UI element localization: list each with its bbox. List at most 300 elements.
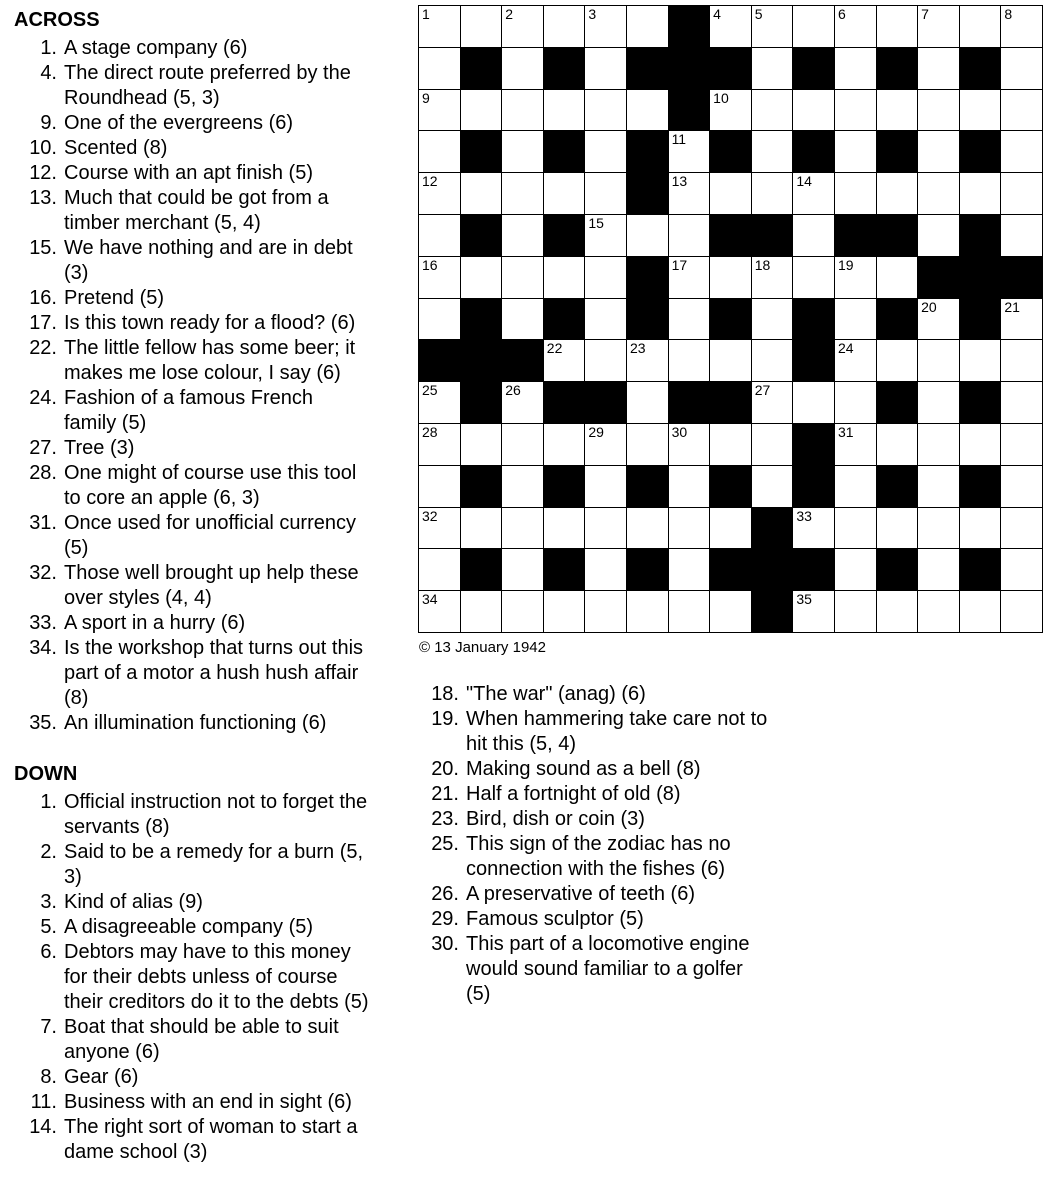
grid-cell[interactable]: [1001, 466, 1043, 508]
grid-cell[interactable]: [585, 131, 627, 173]
clue-number: 3.: [40, 891, 57, 913]
grid-cell[interactable]: [752, 131, 794, 173]
grid-cell[interactable]: [752, 48, 794, 90]
grid-cell-number: 18: [754, 256, 771, 273]
grid-cell[interactable]: [793, 508, 835, 550]
grid-cell[interactable]: [419, 382, 461, 424]
grid-cell-black: [461, 215, 503, 257]
grid-cell[interactable]: [419, 466, 461, 508]
grid-cell[interactable]: [835, 173, 877, 215]
grid-cell[interactable]: [585, 215, 627, 257]
clue-text: Fashion of a famous French family (5): [64, 387, 314, 434]
grid-cell-black: [960, 382, 1002, 424]
grid-cell[interactable]: [669, 424, 711, 466]
grid-cell[interactable]: [835, 257, 877, 299]
grid-cell[interactable]: [918, 340, 960, 382]
grid-cell-number: 22: [546, 340, 563, 357]
grid-cell[interactable]: [835, 340, 877, 382]
grid-cell-black: [1001, 257, 1043, 299]
grid-cell[interactable]: [710, 257, 752, 299]
clue-down-1: [14, 790, 412, 840]
grid-cell[interactable]: [835, 549, 877, 591]
grid-cell[interactable]: [835, 48, 877, 90]
grid-cell[interactable]: [585, 466, 627, 508]
grid-cell[interactable]: [793, 173, 835, 215]
grid-cell[interactable]: [752, 173, 794, 215]
grid-cell-number: 15: [588, 214, 604, 231]
clue-down-21: [425, 782, 837, 807]
grid-cell[interactable]: [419, 549, 461, 591]
grid-cell[interactable]: [419, 299, 461, 341]
grid-cell[interactable]: [918, 90, 960, 132]
grid-cell[interactable]: [835, 424, 877, 466]
grid-cell-black: [877, 466, 919, 508]
clue-number: 23.: [431, 808, 459, 830]
grid-cell[interactable]: [1001, 591, 1043, 633]
clue-text: Bird, dish or coin (3): [466, 808, 645, 830]
grid-cell-black: [710, 215, 752, 257]
clue-text: The direct route preferred by the Roundhead (5, 3): [64, 62, 351, 109]
clue-across-16: [14, 286, 412, 311]
clue-text: Once used for unofficial currency (5): [64, 512, 357, 559]
grid-cell[interactable]: [502, 90, 544, 132]
grid-cell[interactable]: [752, 382, 794, 424]
grid-cell[interactable]: [461, 424, 503, 466]
grid-cell[interactable]: [752, 90, 794, 132]
grid-cell[interactable]: [1001, 48, 1043, 90]
grid-cell[interactable]: [793, 382, 835, 424]
grid-cell[interactable]: [918, 508, 960, 550]
grid-cell[interactable]: [585, 299, 627, 341]
grid-cell-black: [793, 48, 835, 90]
grid-cell-number: 16: [422, 256, 438, 273]
grid-cell[interactable]: [835, 591, 877, 633]
grid-cell-black: [793, 299, 835, 341]
grid-cell-number: 27: [754, 382, 771, 399]
grid-cell[interactable]: [877, 6, 919, 48]
across-header: ACROSS: [14, 9, 100, 31]
grid-cell[interactable]: [752, 340, 794, 382]
grid-cell[interactable]: [544, 508, 586, 550]
clue-number: 35.: [29, 712, 57, 734]
clue-number: 28.: [29, 462, 57, 484]
grid-cell[interactable]: [585, 90, 627, 132]
grid-cell-black: [627, 549, 669, 591]
grid-cell-black: [419, 340, 461, 382]
grid-cell[interactable]: [419, 131, 461, 173]
clue-number: 19.: [431, 708, 459, 730]
grid-cell-number: 13: [671, 173, 688, 190]
grid-cell[interactable]: [502, 215, 544, 257]
grid-cell[interactable]: [960, 340, 1002, 382]
clue-number: 20.: [431, 758, 459, 780]
grid-cell[interactable]: [669, 215, 711, 257]
clue-number: 34.: [29, 637, 57, 659]
grid-cell-number: 28: [422, 423, 438, 440]
grid-cell[interactable]: [585, 591, 627, 633]
grid-cell[interactable]: [461, 508, 503, 550]
grid-cell-black: [710, 299, 752, 341]
grid-cell[interactable]: [502, 257, 544, 299]
grid-cell[interactable]: [502, 424, 544, 466]
clue-across-27: [14, 436, 412, 461]
crossword-grid: [418, 5, 1043, 633]
grid-cell[interactable]: [960, 591, 1002, 633]
clue-number: 15.: [29, 237, 57, 259]
grid-cell[interactable]: [918, 173, 960, 215]
grid-cell[interactable]: [627, 215, 669, 257]
grid-cell[interactable]: [710, 340, 752, 382]
clue-down-7: [14, 1015, 412, 1065]
grid-cell-black: [918, 257, 960, 299]
grid-cell[interactable]: [461, 257, 503, 299]
clue-text: The little fellow has some beer; it makes me lose colour, I say (6): [64, 337, 356, 384]
grid-cell[interactable]: [461, 173, 503, 215]
clue-text: Half a fortnight of old (8): [466, 783, 681, 805]
grid-cell[interactable]: [1001, 173, 1043, 215]
grid-cell[interactable]: [585, 340, 627, 382]
grid-cell[interactable]: [793, 591, 835, 633]
grid-cell[interactable]: [669, 340, 711, 382]
grid-cell-black: [461, 466, 503, 508]
clue-text: Those well brought up help these over styles (4, 4): [64, 562, 359, 609]
grid-cell-black: [877, 382, 919, 424]
clue-across-35: [14, 711, 412, 736]
grid-cell[interactable]: [1001, 508, 1043, 550]
grid-cell[interactable]: [1001, 6, 1043, 48]
grid-cell[interactable]: [627, 508, 669, 550]
clue-number: 29.: [431, 908, 459, 930]
grid-cell[interactable]: [877, 591, 919, 633]
grid-cell[interactable]: [627, 340, 669, 382]
grid-cell[interactable]: [877, 173, 919, 215]
grid-cell[interactable]: [419, 6, 461, 48]
grid-cell[interactable]: [835, 131, 877, 173]
grid-cell[interactable]: [669, 466, 711, 508]
grid-cell[interactable]: [752, 6, 794, 48]
grid-cell[interactable]: [669, 299, 711, 341]
clue-number: 1.: [40, 37, 57, 59]
grid-cell[interactable]: [669, 549, 711, 591]
grid-cell-black: [835, 215, 877, 257]
clue-number: 1.: [40, 791, 57, 813]
grid-cell[interactable]: [627, 591, 669, 633]
grid-cell[interactable]: [419, 90, 461, 132]
grid-cell-black: [752, 591, 794, 633]
clue-text: Official instruction not to forget the servants (8): [64, 791, 368, 838]
grid-cell-black: [669, 48, 711, 90]
clue-text: This part of a locomotive engine would sound familiar to a golfer (5): [466, 933, 750, 1005]
grid-cell-black: [710, 466, 752, 508]
grid-cell-number: 14: [796, 173, 812, 190]
grid-cell-number: 19: [837, 256, 854, 273]
grid-cell[interactable]: [960, 508, 1002, 550]
grid-cell[interactable]: [710, 6, 752, 48]
grid-cell-number: 10: [713, 89, 729, 106]
across-clue-list: [14, 36, 412, 736]
clue-across-22: [14, 336, 412, 386]
grid-cell[interactable]: [544, 90, 586, 132]
grid-cell[interactable]: [877, 424, 919, 466]
grid-cell[interactable]: [585, 257, 627, 299]
grid-cell[interactable]: [585, 6, 627, 48]
grid-cell[interactable]: [419, 173, 461, 215]
grid-cell[interactable]: [544, 424, 586, 466]
grid-cell[interactable]: [461, 6, 503, 48]
grid-cell[interactable]: [461, 90, 503, 132]
grid-cell-black: [627, 466, 669, 508]
clue-text: Is the workshop that turns out this part of a motor a hush hush affair (8): [64, 637, 364, 709]
grid-cell[interactable]: [835, 466, 877, 508]
grid-cell-number: 4: [713, 6, 721, 22]
grid-cell-number: 9: [422, 89, 430, 106]
grid-cell[interactable]: [669, 591, 711, 633]
grid-cell-black: [793, 340, 835, 382]
grid-cell[interactable]: [419, 257, 461, 299]
grid-cell[interactable]: [502, 299, 544, 341]
grid-cell[interactable]: [1001, 90, 1043, 132]
clue-text: Business with an end in sight (6): [64, 1091, 352, 1113]
grid-cell[interactable]: [585, 549, 627, 591]
grid-cell-number: 21: [1004, 298, 1020, 315]
grid-cell-black: [752, 215, 794, 257]
grid-cell-black: [461, 382, 503, 424]
clue-text: Said to be a remedy for a burn (5, 3): [64, 841, 364, 888]
grid-cell[interactable]: [1001, 215, 1043, 257]
grid-cell-black: [544, 48, 586, 90]
grid-cell[interactable]: [1001, 131, 1043, 173]
grid-cell[interactable]: [835, 6, 877, 48]
grid-cell[interactable]: [1001, 382, 1043, 424]
grid-cell-black: [960, 549, 1002, 591]
grid-cell[interactable]: [835, 90, 877, 132]
grid-cell[interactable]: [710, 424, 752, 466]
grid-cell[interactable]: [1001, 424, 1043, 466]
grid-cell[interactable]: [960, 90, 1002, 132]
clue-text: We have nothing and are in debt (3): [64, 237, 353, 284]
clue-number: 18.: [431, 683, 459, 705]
grid-cell[interactable]: [419, 424, 461, 466]
grid-cell[interactable]: [669, 508, 711, 550]
grid-cell[interactable]: [502, 591, 544, 633]
grid-cell[interactable]: [544, 173, 586, 215]
grid-cell[interactable]: [918, 215, 960, 257]
clue-text: A preservative of teeth (6): [466, 883, 696, 905]
grid-cell[interactable]: [793, 215, 835, 257]
grid-cell-black: [877, 48, 919, 90]
clue-down-19: [425, 707, 837, 757]
grid-cell[interactable]: [502, 508, 544, 550]
grid-cell-black: [793, 424, 835, 466]
grid-cell[interactable]: [419, 591, 461, 633]
grid-cell[interactable]: [710, 508, 752, 550]
grid-cell[interactable]: [461, 591, 503, 633]
grid-cell[interactable]: [544, 340, 586, 382]
grid-cell[interactable]: [918, 424, 960, 466]
grid-cell[interactable]: [793, 90, 835, 132]
grid-cell[interactable]: [877, 340, 919, 382]
grid-cell[interactable]: [502, 382, 544, 424]
clue-number: 16.: [29, 287, 57, 309]
grid-cell-black: [627, 299, 669, 341]
grid-cell-black: [960, 299, 1002, 341]
grid-cell[interactable]: [752, 257, 794, 299]
grid-cell[interactable]: [960, 424, 1002, 466]
grid-cell[interactable]: [1001, 549, 1043, 591]
grid-cell-number: 24: [837, 340, 854, 357]
clue-across-1: [14, 36, 412, 61]
clue-number: 5.: [40, 916, 57, 938]
grid-cell-black: [461, 340, 503, 382]
clue-text: Boat that should be able to suit anyone (6): [64, 1016, 339, 1063]
grid-cell[interactable]: [918, 591, 960, 633]
clue-number: 26.: [431, 883, 459, 905]
grid-cell[interactable]: [752, 299, 794, 341]
clue-text: Kind of alias (9): [64, 891, 203, 913]
clue-across-32: [14, 561, 412, 611]
grid-cell[interactable]: [918, 6, 960, 48]
clue-number: 32.: [29, 562, 57, 584]
grid-cell-number: 12: [422, 173, 438, 190]
clue-across-34: [14, 636, 412, 711]
clue-text: An illumination functioning (6): [64, 712, 327, 734]
grid-cell-number: 8: [1004, 6, 1013, 22]
grid-cell[interactable]: [918, 131, 960, 173]
grid-cell[interactable]: [877, 508, 919, 550]
grid-cell-black: [752, 508, 794, 550]
grid-cell[interactable]: [627, 424, 669, 466]
grid-cell[interactable]: [752, 466, 794, 508]
grid-cell[interactable]: [585, 508, 627, 550]
down-header: DOWN: [14, 763, 78, 785]
grid-cell-number: 6: [837, 6, 846, 22]
clue-number: 12.: [29, 162, 57, 184]
grid-cell-number: 23: [629, 340, 646, 357]
grid-cell[interactable]: [877, 90, 919, 132]
clues-right-column: [425, 682, 837, 1007]
grid-cell[interactable]: [918, 299, 960, 341]
grid-cell[interactable]: [918, 466, 960, 508]
grid-cell-black: [627, 173, 669, 215]
grid-cell[interactable]: [502, 466, 544, 508]
grid-cell[interactable]: [627, 382, 669, 424]
grid-cell-number: 17: [671, 256, 688, 273]
clue-across-10: [14, 136, 412, 161]
grid-cell-black: [793, 131, 835, 173]
down-clue-list-left: [14, 790, 412, 1165]
grid-cell[interactable]: [502, 131, 544, 173]
clue-across-13: [14, 186, 412, 236]
clue-number: 8.: [40, 1066, 57, 1088]
grid-cell[interactable]: [627, 90, 669, 132]
clue-down-26: [425, 882, 837, 907]
clue-number: 13.: [29, 187, 57, 209]
grid-cell-black: [877, 131, 919, 173]
grid-cell[interactable]: [419, 508, 461, 550]
clue-text: Making sound as a bell (8): [466, 758, 701, 780]
grid-cell[interactable]: [835, 508, 877, 550]
grid-cell[interactable]: [710, 90, 752, 132]
clue-number: 21.: [431, 783, 459, 805]
clue-across-24: [14, 386, 412, 436]
grid-cell-number: 32: [422, 507, 438, 524]
grid-cell[interactable]: [960, 6, 1002, 48]
grid-cell[interactable]: [1001, 340, 1043, 382]
grid-cell[interactable]: [835, 299, 877, 341]
clue-number: 7.: [40, 1016, 57, 1038]
clue-across-28: [14, 461, 412, 511]
grid-cell[interactable]: [544, 6, 586, 48]
grid-cell-black: [710, 131, 752, 173]
grid-cell[interactable]: [669, 257, 711, 299]
grid-cell[interactable]: [1001, 299, 1043, 341]
grid-cell-number: 20: [921, 298, 937, 315]
down-clue-list-right: [425, 682, 837, 1007]
grid-cell-black: [461, 299, 503, 341]
clue-text: A stage company (6): [64, 37, 248, 59]
grid-cell-black: [960, 466, 1002, 508]
grid-cell[interactable]: [585, 48, 627, 90]
clue-number: 9.: [40, 112, 57, 134]
clue-text: "The war" (anag) (6): [466, 683, 646, 705]
grid-cell[interactable]: [918, 549, 960, 591]
grid-cell[interactable]: [419, 48, 461, 90]
grid-cell-number: 34: [422, 591, 438, 608]
grid-cell[interactable]: [585, 173, 627, 215]
grid-cell-number: 7: [921, 6, 929, 22]
clue-down-30: [425, 932, 837, 1007]
grid-cell-number: 29: [588, 423, 604, 440]
grid-cell-black: [544, 299, 586, 341]
clue-number: 33.: [29, 612, 57, 634]
grid-cell[interactable]: [627, 6, 669, 48]
grid-cell[interactable]: [793, 6, 835, 48]
clue-down-2: [14, 840, 412, 890]
grid-cell[interactable]: [752, 424, 794, 466]
grid-cell-black: [752, 549, 794, 591]
clue-text: Debtors may have to this money for their debts unless of course their creditors do it to the debts (5): [64, 941, 369, 1013]
grid-cell[interactable]: [544, 257, 586, 299]
grid-cell-black: [502, 340, 544, 382]
grid-cell-black: [710, 382, 752, 424]
grid-cell[interactable]: [710, 173, 752, 215]
grid-cell[interactable]: [502, 48, 544, 90]
grid-cell[interactable]: [793, 257, 835, 299]
grid-cell[interactable]: [502, 173, 544, 215]
grid-cell[interactable]: [960, 173, 1002, 215]
grid-cell[interactable]: [835, 382, 877, 424]
grid-cell[interactable]: [502, 6, 544, 48]
grid-cell[interactable]: [877, 257, 919, 299]
grid-cell-black: [669, 90, 711, 132]
grid-cell[interactable]: [918, 382, 960, 424]
grid-cell-number: 31: [837, 423, 854, 440]
grid-cell[interactable]: [918, 48, 960, 90]
clue-text: Tree (3): [64, 437, 135, 459]
grid-cell[interactable]: [502, 549, 544, 591]
grid-cell[interactable]: [419, 215, 461, 257]
grid-cell[interactable]: [669, 131, 711, 173]
clue-across-12: [14, 161, 412, 186]
clue-down-29: [425, 907, 837, 932]
clue-across-4: [14, 61, 412, 111]
grid-cell[interactable]: [710, 591, 752, 633]
grid-cell[interactable]: [544, 591, 586, 633]
clue-text: Gear (6): [64, 1066, 139, 1088]
grid-cell[interactable]: [669, 173, 711, 215]
grid-cell[interactable]: [585, 424, 627, 466]
grid-cell-black: [710, 48, 752, 90]
